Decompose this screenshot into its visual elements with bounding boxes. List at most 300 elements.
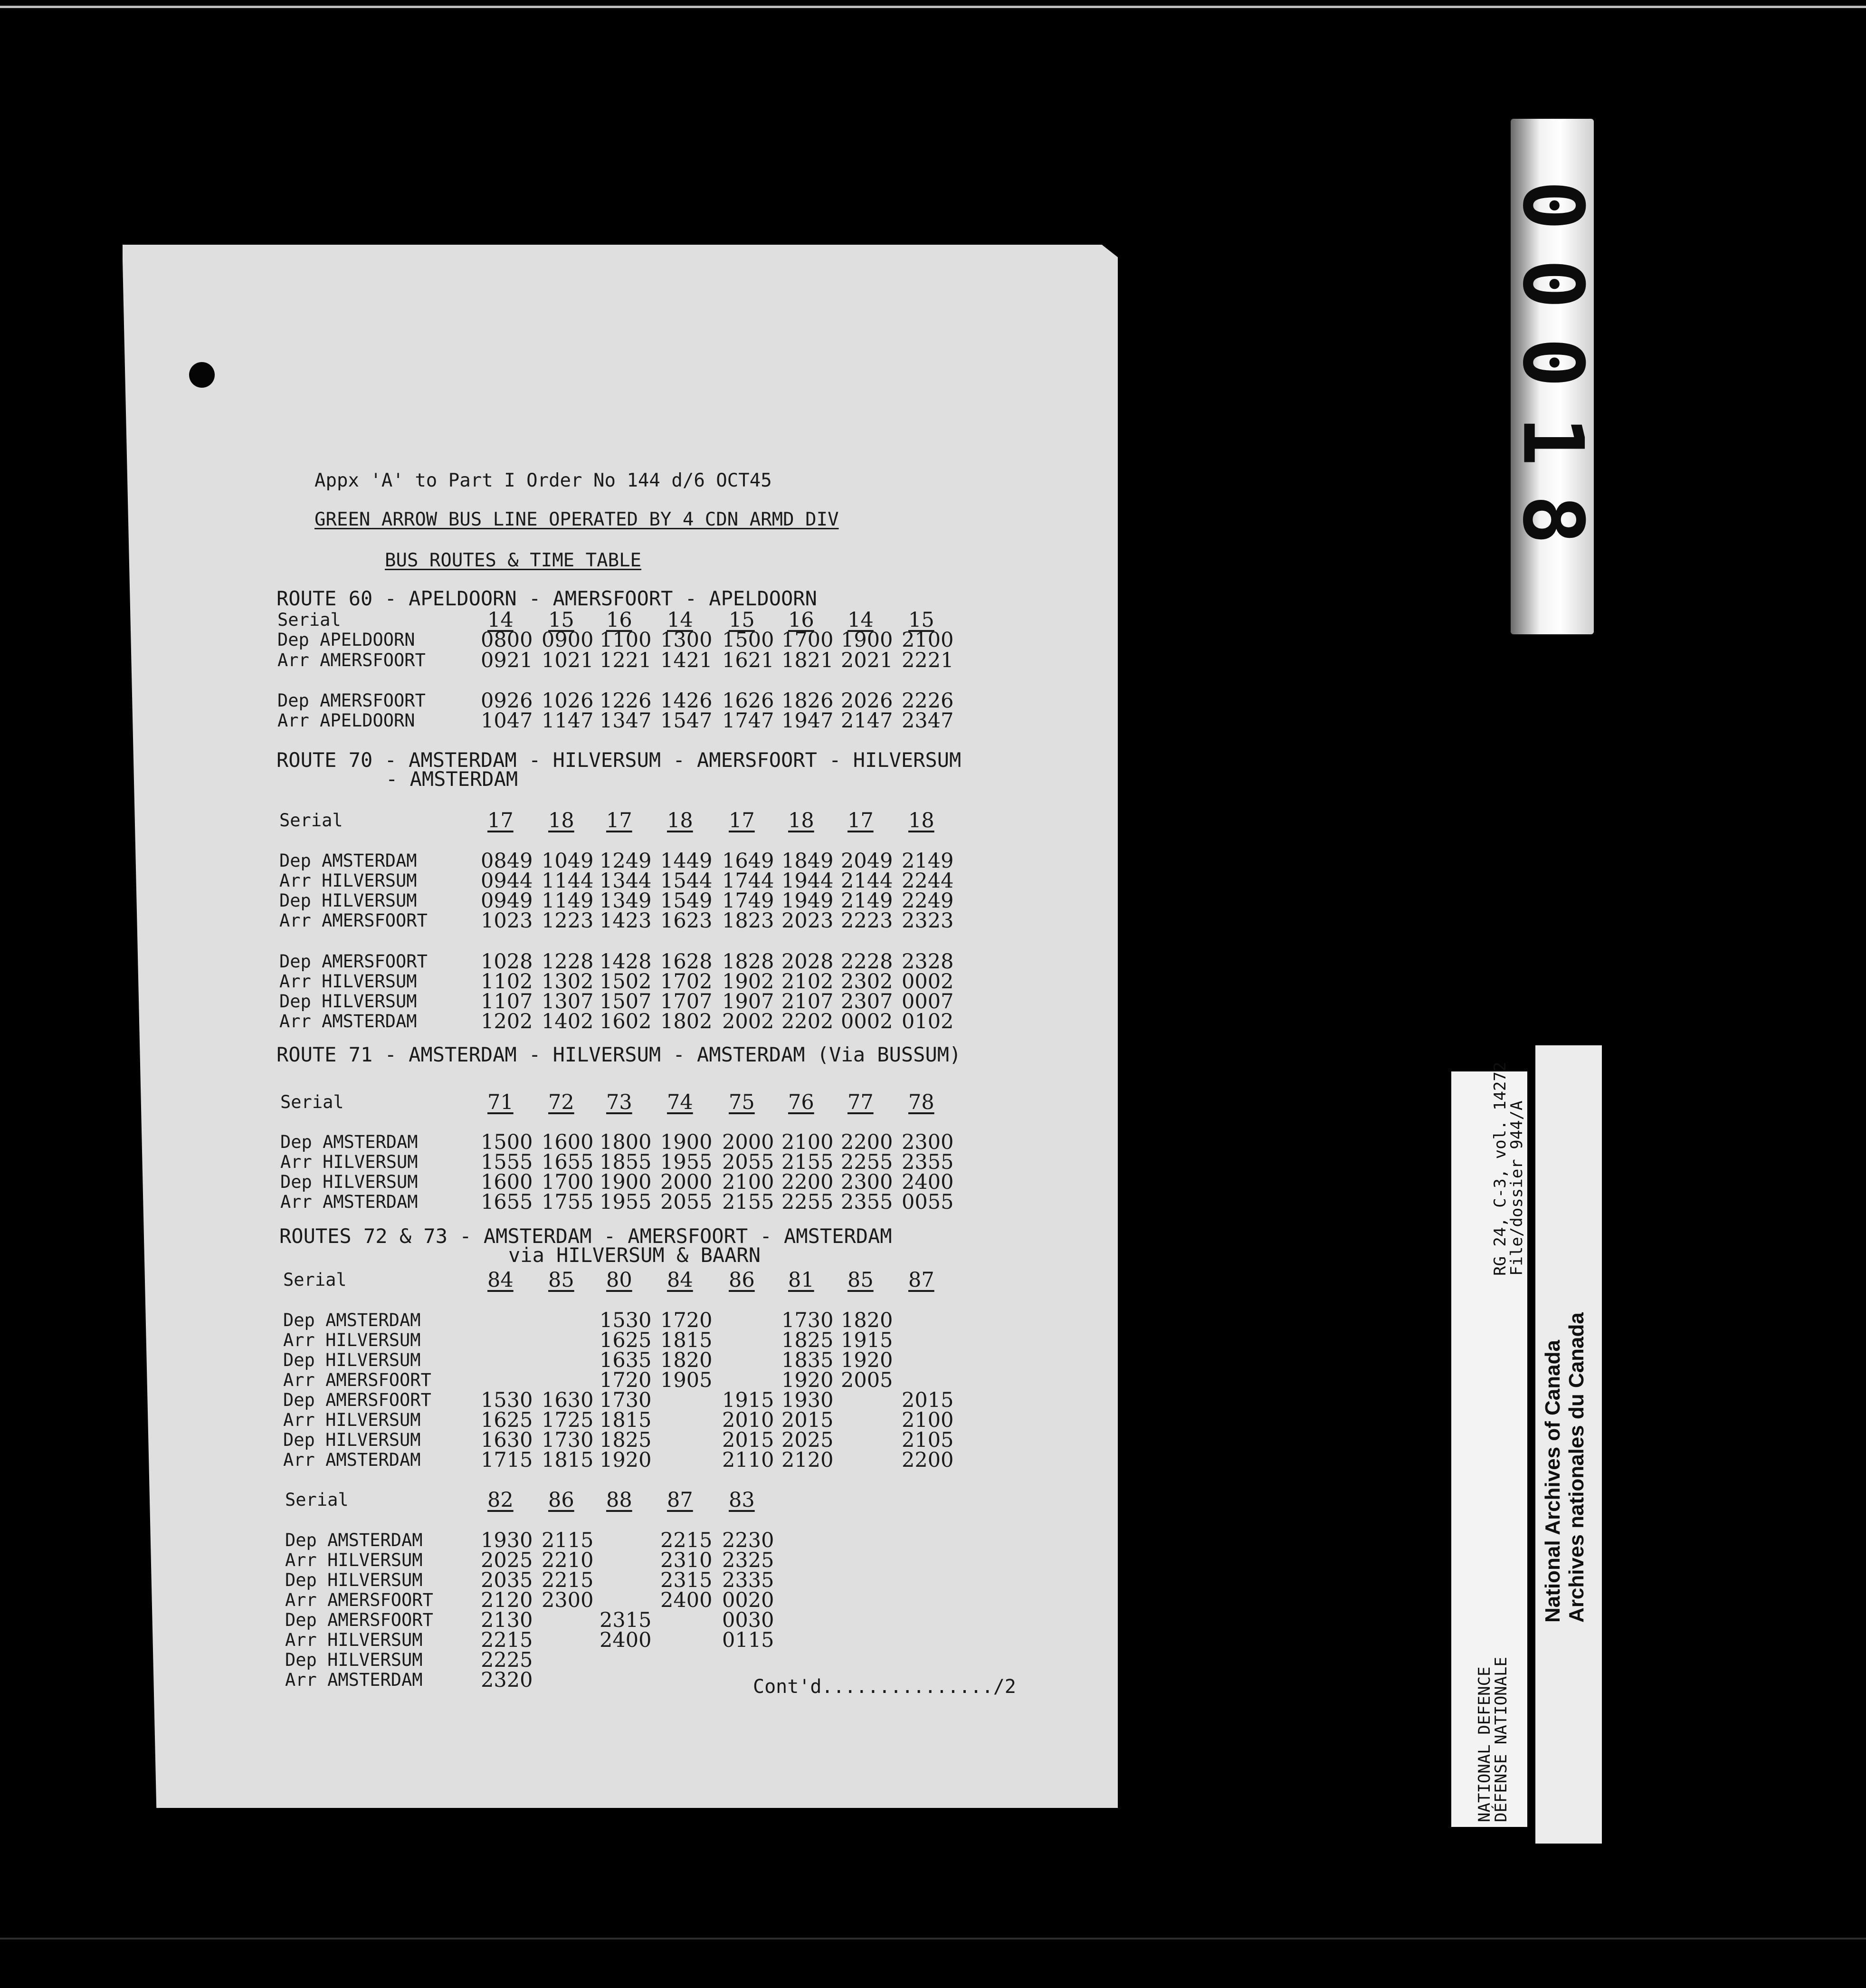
serial-number: 86 bbox=[548, 1488, 574, 1512]
time-cell: 2225 bbox=[481, 1648, 533, 1672]
serial-number: 76 bbox=[788, 1090, 814, 1114]
time-cell: 2230 bbox=[722, 1529, 774, 1552]
serial-number: 18 bbox=[667, 809, 693, 832]
time-cell: 2215 bbox=[660, 1529, 713, 1552]
serial-number: 88 bbox=[606, 1488, 632, 1512]
time-cell: 1602 bbox=[600, 1010, 652, 1033]
time-cell: 1623 bbox=[660, 909, 713, 933]
time-cell: 1600 bbox=[542, 1130, 594, 1154]
time-cell: 2255 bbox=[781, 1190, 834, 1214]
time-cell: 1544 bbox=[660, 869, 713, 893]
time-cell: 1930 bbox=[781, 1388, 834, 1412]
time-cell: 2355 bbox=[902, 1150, 954, 1174]
time-cell: 1715 bbox=[481, 1448, 533, 1472]
table-row bbox=[0, 851, 1866, 871]
stop-label: Dep AMERSFOORT bbox=[279, 951, 428, 972]
time-cell: 2310 bbox=[660, 1548, 713, 1572]
stop-label: Arr AMERSFOORT bbox=[279, 910, 428, 931]
serial-number: 15 bbox=[729, 608, 755, 632]
time-cell: 0030 bbox=[722, 1608, 774, 1632]
time-cell: 0944 bbox=[481, 869, 533, 893]
time-cell: 2325 bbox=[722, 1548, 774, 1572]
time-cell: 1815 bbox=[542, 1448, 594, 1472]
time-cell: 1500 bbox=[722, 628, 774, 652]
time-cell: 2015 bbox=[902, 1388, 954, 1412]
frame-number: 00018 bbox=[1504, 180, 1600, 573]
time-cell: 2000 bbox=[722, 1130, 774, 1154]
serial-number: 17 bbox=[606, 809, 632, 832]
time-cell: 2015 bbox=[722, 1428, 774, 1452]
time-cell: 1144 bbox=[542, 869, 594, 893]
serial-number: 17 bbox=[487, 809, 514, 832]
table-row bbox=[0, 710, 1866, 731]
time-cell: 2244 bbox=[902, 869, 954, 893]
time-cell: 0007 bbox=[902, 990, 954, 1013]
department-name-en: NATIONAL DEFENCE bbox=[1475, 1666, 1494, 1822]
route-72-73-title-cont: via HILVERSUM & BAARN bbox=[508, 1243, 761, 1267]
serial-number: 15 bbox=[908, 608, 934, 632]
time-cell: 2023 bbox=[781, 909, 834, 933]
serial-number: 71 bbox=[487, 1090, 514, 1114]
stop-label: Arr HILVERSUM bbox=[283, 1330, 421, 1350]
time-cell: 1302 bbox=[542, 970, 594, 994]
time-cell: 1228 bbox=[542, 950, 594, 974]
time-cell: 1900 bbox=[841, 628, 893, 652]
time-cell: 2015 bbox=[781, 1408, 834, 1432]
stop-label: Dep HILVERSUM bbox=[279, 991, 417, 1012]
time-cell: 1828 bbox=[722, 950, 774, 974]
document-title: GREEN ARROW BUS LINE OPERATED BY 4 CDN ARMD DIV bbox=[314, 509, 839, 530]
time-cell: 2025 bbox=[781, 1428, 834, 1452]
time-cell: 1635 bbox=[600, 1348, 652, 1372]
time-cell: 1855 bbox=[600, 1150, 652, 1174]
time-cell: 1900 bbox=[600, 1170, 652, 1194]
time-cell: 1702 bbox=[660, 970, 713, 994]
time-cell: 2010 bbox=[722, 1408, 774, 1432]
document-subtitle: BUS ROUTES & TIME TABLE bbox=[385, 550, 642, 571]
time-cell: 2300 bbox=[542, 1588, 594, 1612]
serial-number: 18 bbox=[548, 809, 574, 832]
time-cell: 2328 bbox=[902, 950, 954, 974]
time-cell: 1600 bbox=[481, 1170, 533, 1194]
time-cell: 1202 bbox=[481, 1010, 533, 1033]
time-cell: 2005 bbox=[841, 1368, 893, 1392]
time-cell: 1423 bbox=[600, 909, 652, 933]
archive-name-label bbox=[1535, 1045, 1602, 1844]
time-cell: 2400 bbox=[660, 1588, 713, 1612]
serial-label: Serial bbox=[285, 1490, 349, 1510]
time-cell: 1628 bbox=[660, 950, 713, 974]
stop-label: Arr AMERSFOORT bbox=[283, 1370, 431, 1390]
time-cell: 1825 bbox=[600, 1428, 652, 1452]
time-cell: 2215 bbox=[481, 1628, 533, 1652]
time-cell: 0926 bbox=[481, 689, 533, 713]
time-cell: 1944 bbox=[781, 869, 834, 893]
time-cell: 2100 bbox=[902, 628, 954, 652]
serial-number: 87 bbox=[667, 1488, 693, 1512]
table-row bbox=[0, 650, 1866, 671]
serial-number: 75 bbox=[729, 1090, 755, 1114]
route-70-title-cont: - AMSTERDAM bbox=[386, 767, 518, 791]
stop-label: Dep HILVERSUM bbox=[283, 1350, 421, 1370]
continued-note: Cont'd.............../2 bbox=[753, 1676, 1016, 1698]
archive-name-fr: Archives nationales du Canada bbox=[1565, 1312, 1588, 1623]
time-cell: 2155 bbox=[722, 1190, 774, 1214]
time-cell: 2210 bbox=[542, 1548, 594, 1572]
route-70-title: ROUTE 70 - AMSTERDAM - HILVERSUM - AMERSFOORT - HILVERSUM bbox=[276, 748, 962, 772]
time-cell: 1905 bbox=[660, 1368, 713, 1392]
time-cell: 2200 bbox=[902, 1448, 954, 1472]
table-row bbox=[0, 690, 1866, 711]
time-cell: 1915 bbox=[722, 1388, 774, 1412]
bottom-border-line bbox=[0, 1938, 1866, 1940]
time-cell: 1700 bbox=[542, 1170, 594, 1194]
time-cell: 1920 bbox=[781, 1368, 834, 1392]
time-cell: 1725 bbox=[542, 1408, 594, 1432]
time-cell: 1630 bbox=[481, 1428, 533, 1452]
stop-label: Dep AMERSFOORT bbox=[283, 1390, 431, 1410]
time-cell: 2000 bbox=[660, 1170, 713, 1194]
time-cell: 2049 bbox=[841, 849, 893, 873]
serial-number: 15 bbox=[548, 608, 574, 632]
time-cell: 1755 bbox=[542, 1190, 594, 1214]
time-cell: 1426 bbox=[660, 689, 713, 713]
time-cell: 1947 bbox=[781, 709, 834, 733]
time-cell: 1100 bbox=[600, 628, 652, 652]
time-cell: 1920 bbox=[600, 1448, 652, 1472]
serial-number: 17 bbox=[729, 809, 755, 832]
table-row bbox=[0, 951, 1866, 972]
time-cell: 1300 bbox=[660, 628, 713, 652]
time-cell: 1907 bbox=[722, 990, 774, 1013]
time-cell: 1747 bbox=[722, 709, 774, 733]
time-cell: 1949 bbox=[781, 889, 834, 913]
time-cell: 1421 bbox=[660, 649, 713, 672]
stop-label: Dep APELDOORN bbox=[277, 630, 415, 650]
serial-number: 72 bbox=[548, 1090, 574, 1114]
time-cell: 1625 bbox=[600, 1329, 652, 1352]
table-row bbox=[0, 810, 1866, 831]
table-row bbox=[0, 971, 1866, 992]
stop-label: Arr HILVERSUM bbox=[279, 971, 417, 992]
time-cell: 2115 bbox=[542, 1529, 594, 1552]
time-cell: 1815 bbox=[660, 1329, 713, 1352]
stop-label: Arr AMSTERDAM bbox=[280, 1192, 418, 1212]
time-cell: 1649 bbox=[722, 849, 774, 873]
time-cell: 1720 bbox=[600, 1368, 652, 1392]
table-row bbox=[0, 890, 1866, 911]
time-cell: 1049 bbox=[542, 849, 594, 873]
stop-label: Arr HILVERSUM bbox=[283, 1410, 421, 1430]
serial-number: 17 bbox=[847, 809, 874, 832]
time-cell: 1849 bbox=[781, 849, 834, 873]
time-cell: 2400 bbox=[902, 1170, 954, 1194]
stop-label: Dep HILVERSUM bbox=[279, 890, 417, 911]
time-cell: 2002 bbox=[722, 1010, 774, 1033]
route-72-73-title: ROUTES 72 & 73 - AMSTERDAM - AMERSFOORT - AMSTERDAM bbox=[279, 1224, 892, 1248]
time-cell: 1626 bbox=[722, 689, 774, 713]
time-cell: 1349 bbox=[600, 889, 652, 913]
serial-number: 87 bbox=[908, 1268, 934, 1292]
time-cell: 2355 bbox=[841, 1190, 893, 1214]
time-cell: 1920 bbox=[841, 1348, 893, 1372]
time-cell: 1826 bbox=[781, 689, 834, 713]
time-cell: 1625 bbox=[481, 1408, 533, 1432]
serial-label: Serial bbox=[283, 1270, 347, 1290]
time-cell: 1815 bbox=[600, 1408, 652, 1432]
serial-number: 73 bbox=[606, 1090, 632, 1114]
time-cell: 1900 bbox=[660, 1130, 713, 1154]
time-cell: 2249 bbox=[902, 889, 954, 913]
time-cell: 0002 bbox=[841, 1010, 893, 1033]
time-cell: 1026 bbox=[542, 689, 594, 713]
time-cell: 1955 bbox=[660, 1150, 713, 1174]
stop-label: Arr AMSTERDAM bbox=[283, 1450, 421, 1470]
time-cell: 2130 bbox=[481, 1608, 533, 1632]
time-cell: 1930 bbox=[481, 1529, 533, 1552]
time-cell: 2228 bbox=[841, 950, 893, 974]
serial-number: 86 bbox=[729, 1268, 755, 1292]
time-cell: 2315 bbox=[660, 1568, 713, 1592]
record-group-reference: RG 24, C-3, vol. 14272 bbox=[1491, 1061, 1510, 1276]
time-cell: 2110 bbox=[722, 1448, 774, 1472]
time-cell: 1820 bbox=[660, 1348, 713, 1372]
frame-number-label bbox=[1504, 119, 1600, 634]
time-cell: 2202 bbox=[781, 1010, 834, 1033]
file-reference: File/dossier 944/A bbox=[1507, 1100, 1526, 1276]
time-cell: 1402 bbox=[542, 1010, 594, 1033]
stop-label: Arr HILVERSUM bbox=[279, 870, 417, 891]
time-cell: 2200 bbox=[841, 1130, 893, 1154]
time-cell: 1021 bbox=[542, 649, 594, 672]
serial-number: 14 bbox=[667, 608, 693, 632]
time-cell: 1820 bbox=[841, 1309, 893, 1332]
time-cell: 1307 bbox=[542, 990, 594, 1013]
stop-label: Arr HILVERSUM bbox=[280, 1152, 418, 1172]
time-cell: 1547 bbox=[660, 709, 713, 733]
time-cell: 2055 bbox=[660, 1190, 713, 1214]
serial-number: 14 bbox=[847, 608, 874, 632]
time-cell: 1821 bbox=[781, 649, 834, 672]
time-cell: 0020 bbox=[722, 1588, 774, 1612]
time-cell: 0115 bbox=[722, 1628, 774, 1652]
table-row bbox=[0, 910, 1866, 931]
time-cell: 0800 bbox=[481, 628, 533, 652]
stop-label: Arr APELDOORN bbox=[277, 710, 415, 731]
time-cell: 2221 bbox=[902, 649, 954, 672]
serial-number: 18 bbox=[788, 809, 814, 832]
time-cell: 2400 bbox=[600, 1628, 652, 1652]
time-cell: 2100 bbox=[902, 1408, 954, 1432]
time-cell: 1428 bbox=[600, 950, 652, 974]
serial-number: 74 bbox=[667, 1090, 693, 1114]
time-cell: 0849 bbox=[481, 849, 533, 873]
time-cell: 1730 bbox=[542, 1428, 594, 1452]
time-cell: 2200 bbox=[781, 1170, 834, 1194]
time-cell: 1955 bbox=[600, 1190, 652, 1214]
time-cell: 1655 bbox=[481, 1190, 533, 1214]
route-71-title: ROUTE 71 - AMSTERDAM - HILVERSUM - AMSTERDAM (Via BUSSUM) bbox=[276, 1043, 962, 1066]
time-cell: 0055 bbox=[902, 1190, 954, 1214]
time-cell: 2320 bbox=[481, 1668, 533, 1692]
time-cell: 1149 bbox=[542, 889, 594, 913]
serial-number: 18 bbox=[908, 809, 934, 832]
time-cell: 2307 bbox=[841, 990, 893, 1013]
time-cell: 2100 bbox=[722, 1170, 774, 1194]
archive-name-en: National Archives of Canada bbox=[1541, 1340, 1564, 1623]
stop-label: Dep AMSTERDAM bbox=[285, 1530, 423, 1550]
time-cell: 1107 bbox=[481, 990, 533, 1013]
time-cell: 2105 bbox=[902, 1428, 954, 1452]
stop-label: Arr HILVERSUM bbox=[285, 1630, 423, 1650]
stop-label: Dep AMSTERDAM bbox=[279, 851, 417, 871]
time-cell: 2100 bbox=[781, 1130, 834, 1154]
time-cell: 2302 bbox=[841, 970, 893, 994]
time-cell: 2149 bbox=[902, 849, 954, 873]
serial-label: Serial bbox=[277, 610, 341, 630]
punch-hole bbox=[189, 362, 215, 388]
time-cell: 2223 bbox=[841, 909, 893, 933]
time-cell: 2147 bbox=[841, 709, 893, 733]
stop-label: Dep AMSTERDAM bbox=[280, 1132, 418, 1152]
time-cell: 1749 bbox=[722, 889, 774, 913]
stop-label: Dep HILVERSUM bbox=[285, 1570, 423, 1590]
time-cell: 1449 bbox=[660, 849, 713, 873]
time-cell: 1835 bbox=[781, 1348, 834, 1372]
appendix-reference: Appx 'A' to Part I Order No 144 d/6 OCT45 bbox=[314, 470, 772, 491]
time-cell: 1902 bbox=[722, 970, 774, 994]
time-cell: 2215 bbox=[542, 1568, 594, 1592]
stop-label: Dep HILVERSUM bbox=[285, 1650, 423, 1670]
time-cell: 1800 bbox=[600, 1130, 652, 1154]
time-cell: 1530 bbox=[600, 1309, 652, 1332]
time-cell: 1047 bbox=[481, 709, 533, 733]
table-row bbox=[0, 870, 1866, 891]
time-cell: 1707 bbox=[660, 990, 713, 1013]
time-cell: 1028 bbox=[481, 950, 533, 974]
department-name-fr: DÉFENSE NATIONALE bbox=[1492, 1657, 1511, 1822]
time-cell: 2102 bbox=[781, 970, 834, 994]
time-cell: 2300 bbox=[902, 1130, 954, 1154]
time-cell: 1507 bbox=[600, 990, 652, 1013]
time-cell: 0949 bbox=[481, 889, 533, 913]
time-cell: 2335 bbox=[722, 1568, 774, 1592]
time-cell: 1700 bbox=[781, 628, 834, 652]
time-cell: 1223 bbox=[542, 909, 594, 933]
serial-number: 84 bbox=[667, 1268, 693, 1292]
time-cell: 1630 bbox=[542, 1388, 594, 1412]
time-cell: 1221 bbox=[600, 649, 652, 672]
time-cell: 1730 bbox=[600, 1388, 652, 1412]
serial-number: 77 bbox=[847, 1090, 874, 1114]
archive-reference-label bbox=[1451, 1061, 1527, 1827]
time-cell: 2315 bbox=[600, 1608, 652, 1632]
time-cell: 1720 bbox=[660, 1309, 713, 1332]
time-cell: 2323 bbox=[902, 909, 954, 933]
serial-number: 82 bbox=[487, 1488, 514, 1512]
time-cell: 2028 bbox=[781, 950, 834, 974]
table-row bbox=[0, 991, 1866, 1012]
time-cell: 2021 bbox=[841, 649, 893, 672]
stop-label: Arr HILVERSUM bbox=[285, 1550, 423, 1570]
time-cell: 1500 bbox=[481, 1130, 533, 1154]
time-cell: 1825 bbox=[781, 1329, 834, 1352]
time-cell: 2149 bbox=[841, 889, 893, 913]
time-cell: 1730 bbox=[781, 1309, 834, 1332]
time-cell: 1621 bbox=[722, 649, 774, 672]
time-cell: 0002 bbox=[902, 970, 954, 994]
time-cell: 2035 bbox=[481, 1568, 533, 1592]
time-cell: 2155 bbox=[781, 1150, 834, 1174]
time-cell: 2107 bbox=[781, 990, 834, 1013]
serial-number: 78 bbox=[908, 1090, 934, 1114]
time-cell: 1530 bbox=[481, 1388, 533, 1412]
serial-number: 81 bbox=[788, 1268, 814, 1292]
time-cell: 2026 bbox=[841, 689, 893, 713]
stop-label: Dep HILVERSUM bbox=[283, 1430, 421, 1450]
serial-number: 14 bbox=[487, 608, 514, 632]
time-cell: 1502 bbox=[600, 970, 652, 994]
time-cell: 1347 bbox=[600, 709, 652, 733]
stop-label: Arr AMERSFOORT bbox=[285, 1590, 433, 1610]
time-cell: 0900 bbox=[542, 628, 594, 652]
route-60-title: ROUTE 60 - APELDOORN - AMERSFOORT - APELDOORN bbox=[276, 587, 817, 610]
stop-label: Dep AMERSFOORT bbox=[277, 690, 426, 711]
time-cell: 2300 bbox=[841, 1170, 893, 1194]
serial-number: 80 bbox=[606, 1268, 632, 1292]
stop-label: Arr AMERSFOORT bbox=[277, 650, 426, 670]
time-cell: 1802 bbox=[660, 1010, 713, 1033]
time-cell: 1249 bbox=[600, 849, 652, 873]
time-cell: 0102 bbox=[902, 1010, 954, 1033]
serial-number: 16 bbox=[788, 608, 814, 632]
stop-label: Dep HILVERSUM bbox=[280, 1172, 418, 1192]
time-cell: 1344 bbox=[600, 869, 652, 893]
time-cell: 1555 bbox=[481, 1150, 533, 1174]
serial-number: 85 bbox=[847, 1268, 874, 1292]
time-cell: 1102 bbox=[481, 970, 533, 994]
time-cell: 2347 bbox=[902, 709, 954, 733]
time-cell: 2144 bbox=[841, 869, 893, 893]
serial-number: 84 bbox=[487, 1268, 514, 1292]
time-cell: 1823 bbox=[722, 909, 774, 933]
time-cell: 2025 bbox=[481, 1548, 533, 1572]
time-cell: 2255 bbox=[841, 1150, 893, 1174]
stop-label: Dep AMERSFOORT bbox=[285, 1610, 433, 1630]
stop-label: Arr AMSTERDAM bbox=[279, 1011, 417, 1032]
time-cell: 2120 bbox=[781, 1448, 834, 1472]
time-cell: 1023 bbox=[481, 909, 533, 933]
serial-number: 83 bbox=[729, 1488, 755, 1512]
table-row bbox=[0, 1011, 1866, 1032]
stop-label: Arr AMSTERDAM bbox=[285, 1670, 423, 1690]
time-cell: 1744 bbox=[722, 869, 774, 893]
serial-label: Serial bbox=[279, 810, 343, 831]
serial-number: 85 bbox=[548, 1268, 574, 1292]
time-cell: 1226 bbox=[600, 689, 652, 713]
time-cell: 1655 bbox=[542, 1150, 594, 1174]
time-cell: 0921 bbox=[481, 649, 533, 672]
time-cell: 2120 bbox=[481, 1588, 533, 1612]
serial-label: Serial bbox=[280, 1092, 344, 1112]
time-cell: 1147 bbox=[542, 709, 594, 733]
stop-label: Dep AMSTERDAM bbox=[283, 1310, 421, 1330]
time-cell: 1915 bbox=[841, 1329, 893, 1352]
time-cell: 2055 bbox=[722, 1150, 774, 1174]
serial-number: 16 bbox=[606, 608, 632, 632]
time-cell: 2226 bbox=[902, 689, 954, 713]
time-cell: 1549 bbox=[660, 889, 713, 913]
